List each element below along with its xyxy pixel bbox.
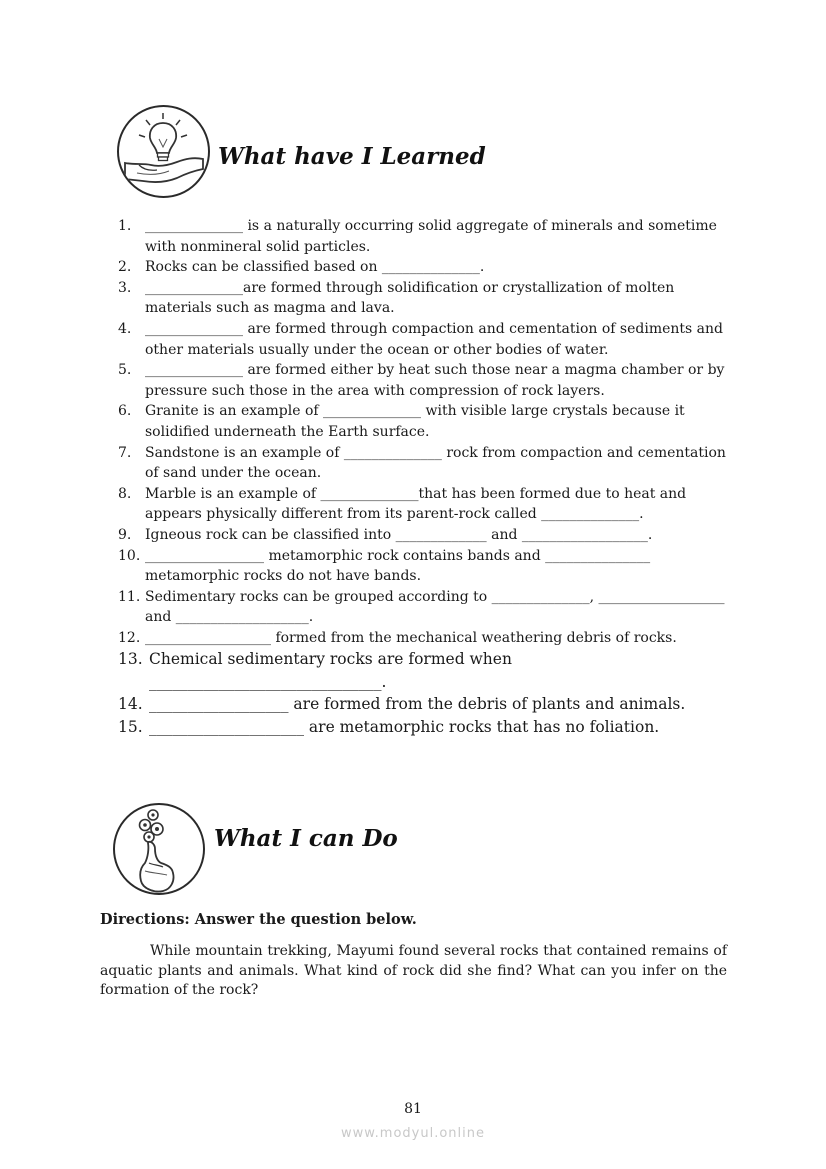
item-number: 13. bbox=[118, 650, 143, 669]
item-number: 14. bbox=[118, 695, 143, 714]
item-text: Sedimentary rocks can be grouped according to ______________, __________________ and ___________________. bbox=[145, 588, 725, 626]
section-title-can-do: What I can Do bbox=[214, 825, 398, 852]
list-item bbox=[118, 628, 730, 649]
list-item bbox=[118, 648, 730, 693]
list-item bbox=[118, 443, 730, 484]
directions-heading: Directions: Answer the question below. bbox=[100, 911, 417, 928]
item-text: Rocks can be classified based on ______________. bbox=[145, 259, 485, 276]
item-text: ______________are formed through solidification or crystallization of molten materials such as magma and lava. bbox=[145, 279, 675, 317]
item-number: 8. bbox=[118, 485, 132, 502]
section-title-learned: What have I Learned bbox=[218, 143, 486, 170]
item-text: Sandstone is an example of ______________ rock from compaction and cementation of sand under the ocean. bbox=[145, 444, 726, 482]
item-number: 1. bbox=[118, 218, 132, 234]
item-text: ______________ are formed either by heat such those near a magma chamber or by pressure such those in the area with compression of rock layers. bbox=[145, 362, 725, 399]
item-number: 4. bbox=[118, 320, 132, 337]
item-number: 12. bbox=[118, 629, 141, 646]
item-number: 3. bbox=[118, 279, 132, 296]
finger-gears-icon bbox=[113, 803, 205, 895]
item-text: ______________ is a naturally occurring solid aggregate of minerals and sometime with nonmineral solid particles. bbox=[145, 218, 717, 255]
list-item bbox=[118, 360, 730, 401]
question-paragraph: While mountain trekking, Mayumi found several rocks that contained remains of aquatic plants and animals. What kind of rock did she find? What can you infer on the formation of the rock? bbox=[100, 943, 727, 999]
item-text: __________________ are formed from the debris of plants and animals. bbox=[149, 695, 686, 714]
list-item bbox=[118, 546, 730, 587]
list-item bbox=[118, 401, 730, 442]
list-item bbox=[118, 693, 730, 715]
item-text: Chemical sedimentary rocks are formed when ______________________________. bbox=[149, 650, 512, 691]
item-number: 6. bbox=[118, 403, 132, 420]
item-number: 2. bbox=[118, 259, 132, 276]
item-text: Marble is an example of ______________that has been formed due to heat and appears physically different from its parent-rock called ______________. bbox=[145, 485, 687, 523]
page-number: 81 bbox=[404, 1101, 422, 1117]
list-item bbox=[118, 484, 730, 525]
list-item bbox=[118, 525, 730, 546]
item-text: Granite is an example of ______________ with visible large crystals because it solidified underneath the Earth surface. bbox=[145, 403, 685, 440]
lightbulb-hand-icon bbox=[117, 105, 210, 198]
list-item bbox=[118, 216, 730, 257]
item-number: 5. bbox=[118, 362, 132, 379]
item-text: ______________ are formed through compaction and cementation of sediments and other materials usually under the ocean or other bodies of water. bbox=[145, 320, 723, 358]
list-item bbox=[118, 716, 730, 738]
item-number: 9. bbox=[118, 526, 132, 543]
item-text: ____________________ are metamorphic rocks that has no foliation. bbox=[149, 717, 660, 736]
item-number: 11. bbox=[118, 588, 141, 605]
question-list bbox=[118, 216, 730, 738]
list-item bbox=[118, 257, 730, 278]
watermark: www.modyul.online bbox=[340, 1126, 486, 1141]
item-number: 10. bbox=[118, 547, 141, 564]
item-text: _________________ metamorphic rock contains bands and _______________ metamorphic rocks do not have bands. bbox=[145, 547, 651, 585]
item-number: 15. bbox=[118, 717, 143, 736]
list-item bbox=[118, 587, 730, 628]
list-item bbox=[118, 278, 730, 319]
item-text: __________________ formed from the mechanical weathering debris of rocks. bbox=[145, 629, 677, 646]
list-item bbox=[118, 319, 730, 360]
item-number: 7. bbox=[118, 444, 132, 461]
item-text: Igneous rock can be classified into _____________ and __________________. bbox=[145, 526, 653, 543]
